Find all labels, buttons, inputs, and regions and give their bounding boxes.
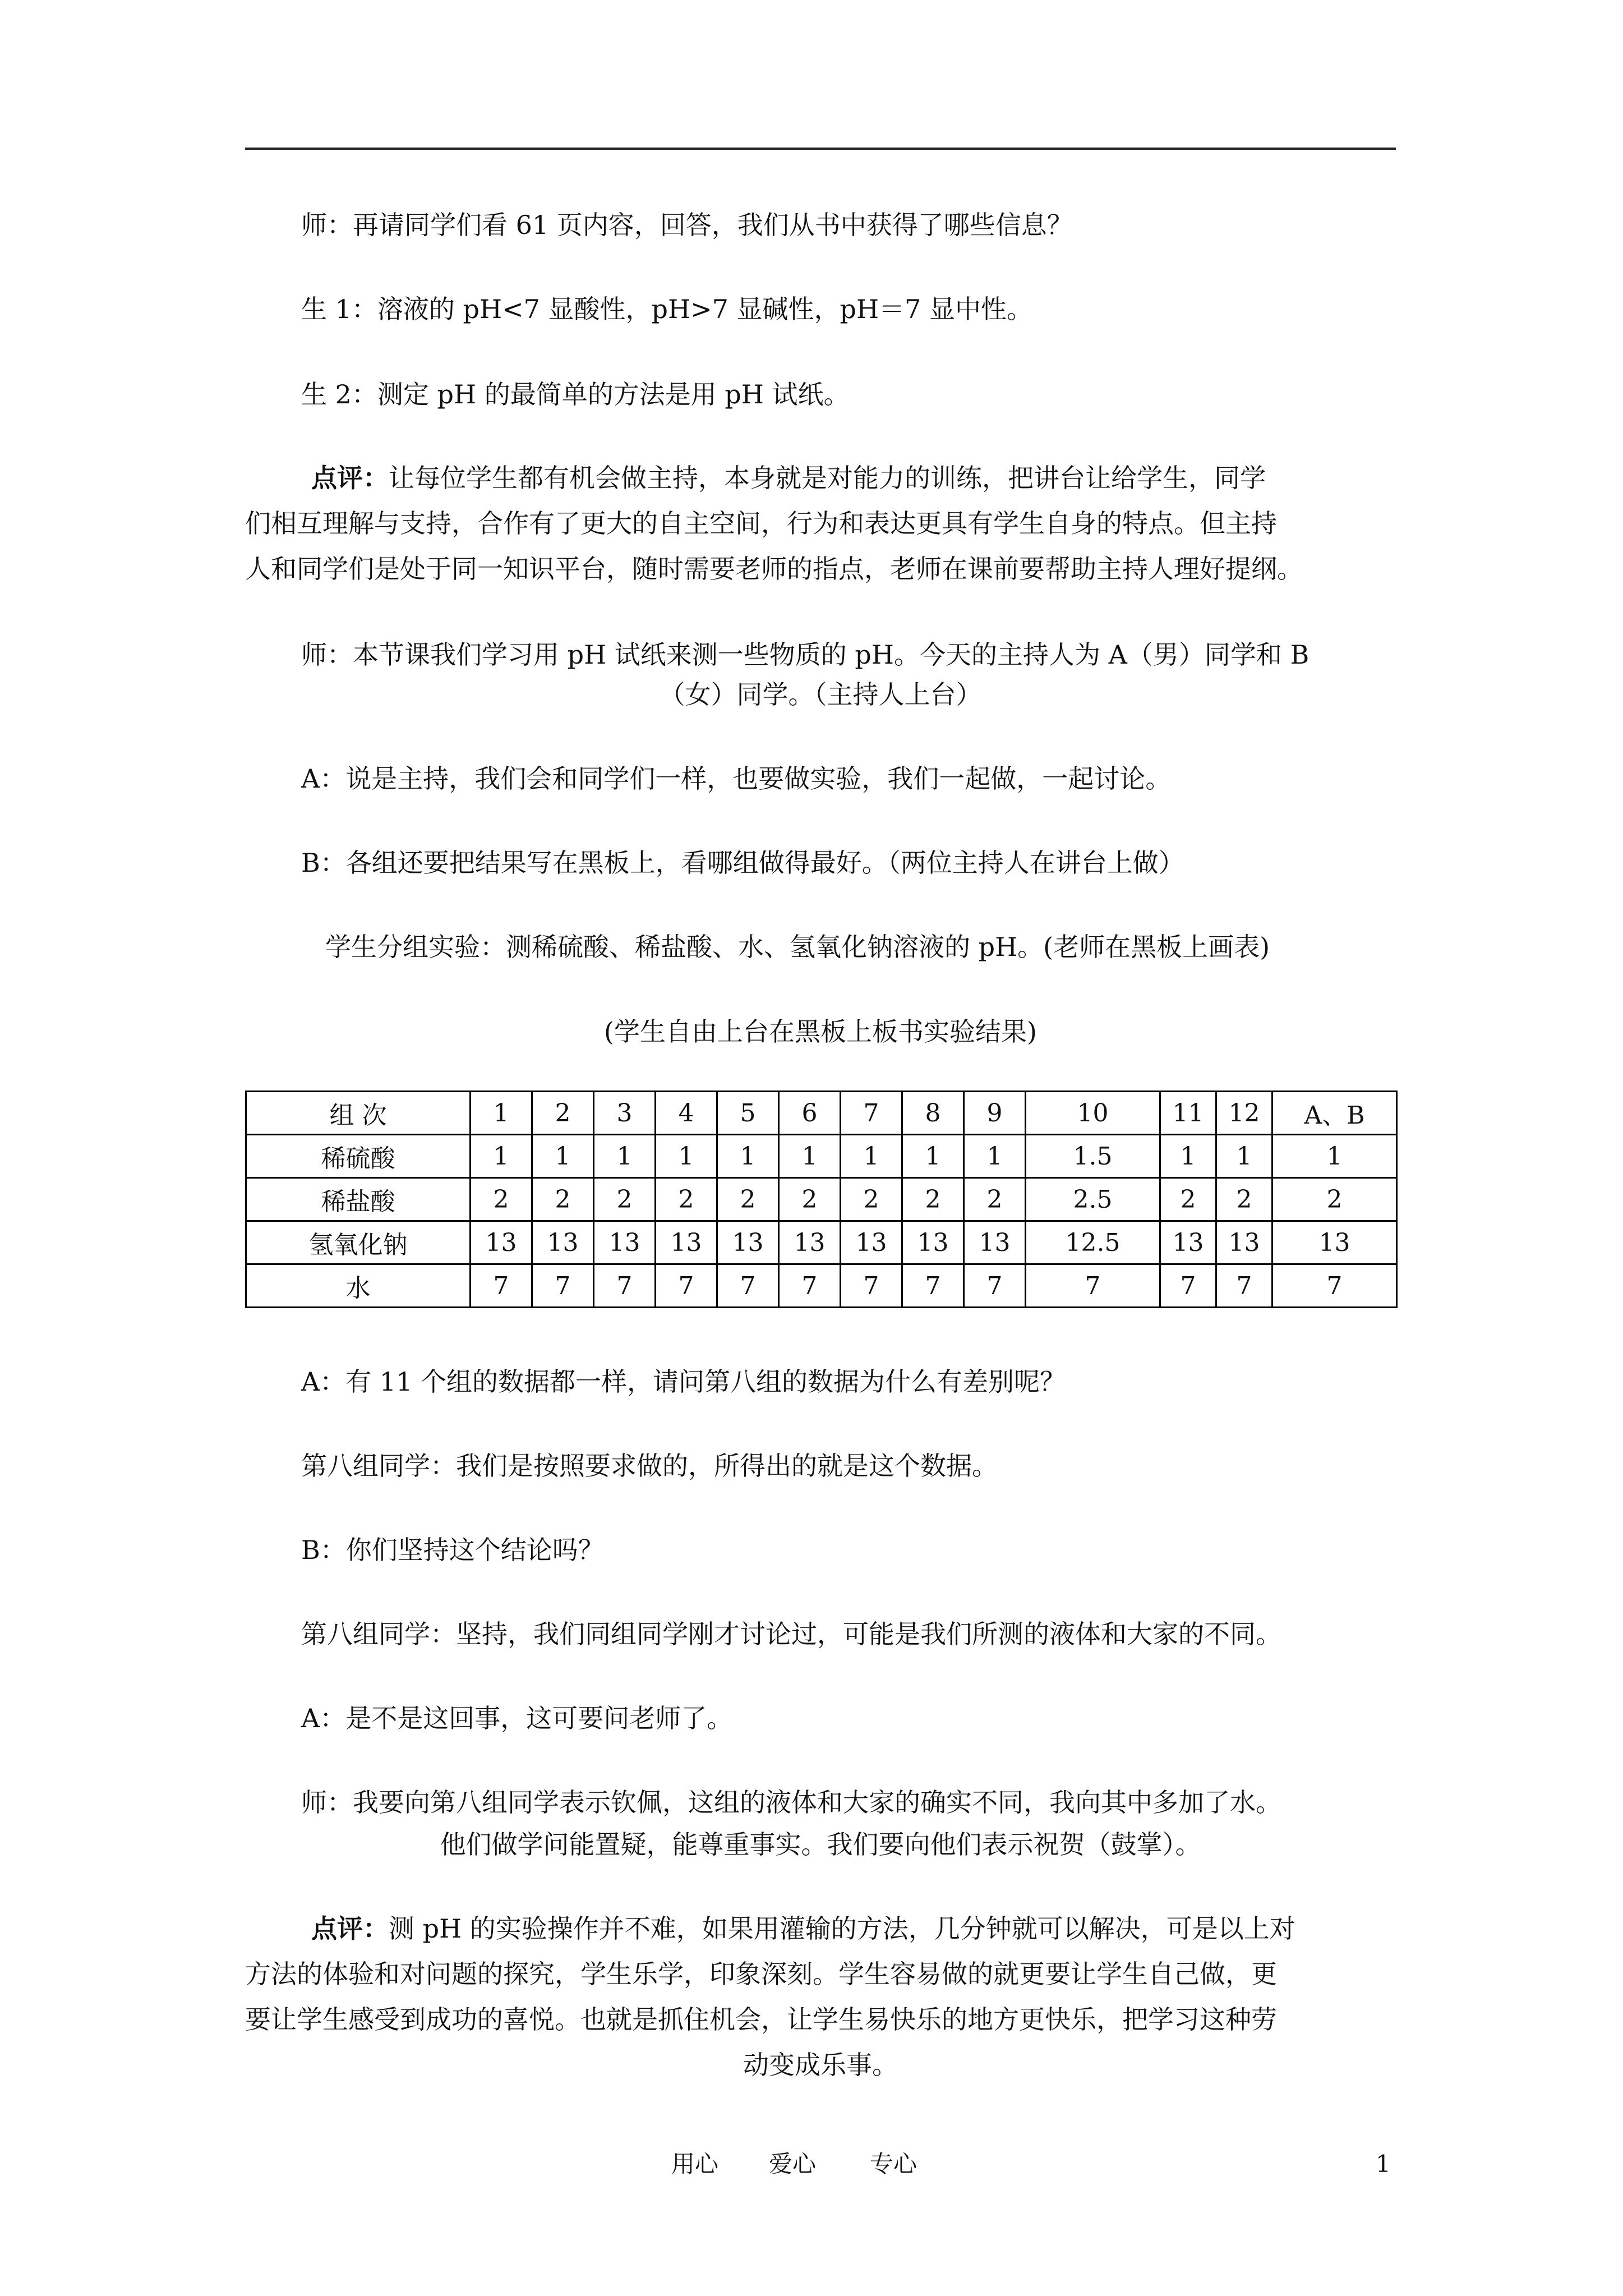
footer-motto-3: 专心 xyxy=(870,2150,917,2178)
group-8-line-1: 第八组同学：我们是按照要求做的，所得出的就是这个数据。 xyxy=(301,1451,998,1481)
comment-2-text-d: 动变成乐事。 xyxy=(743,2050,898,2080)
results-table xyxy=(245,1091,1398,1308)
host-b-line-1: B：各组还要把结果写在黑板上，看哪组做得最好。（两位主持人在讲台上做） xyxy=(301,848,1184,878)
comment-2-label: 点评： xyxy=(311,1913,389,1944)
table-cell: 12.5 xyxy=(1026,1221,1160,1264)
comment-1-text-a: 让每位学生都有机会做主持，本身就是对能力的训练，把讲台让给学生，同学 xyxy=(389,463,1266,493)
table-cell: 13 xyxy=(902,1221,964,1264)
table-cell: 1 xyxy=(471,1135,532,1178)
table-cell: 水 xyxy=(246,1264,471,1308)
table-header-cell: 组 次 xyxy=(246,1092,471,1135)
comment-1-text-b: 们相互理解与支持，合作有了更大的自主空间，行为和表达更具有学生自身的特点。但主持 xyxy=(245,508,1277,539)
table-cell: 13 xyxy=(964,1221,1026,1264)
table-header-cell: 12 xyxy=(1216,1092,1272,1135)
table-cell: 7 xyxy=(1026,1264,1160,1308)
table-cell: 7 xyxy=(1216,1264,1272,1308)
table-header-cell: 4 xyxy=(656,1092,717,1135)
table-cell: 1 xyxy=(1160,1135,1216,1178)
table-cell: 2 xyxy=(779,1178,841,1221)
table-cell: 1 xyxy=(902,1135,964,1178)
group-8-line-2: 第八组同学：坚持，我们同组同学刚才讨论过，可能是我们所测的液体和大家的不同。 xyxy=(301,1619,1281,1649)
table-cell: 7 xyxy=(471,1264,532,1308)
teacher-line-2a: 师：本节课我们学习用 pH 试纸来测一些物质的 pH。今天的主持人为 A（男）同学和 B xyxy=(301,639,1310,670)
table-cell: 7 xyxy=(902,1264,964,1308)
table-cell: 2 xyxy=(1272,1178,1397,1221)
footer-motto-2: 爱心 xyxy=(769,2150,817,2178)
table-header-cell: 11 xyxy=(1160,1092,1216,1135)
table-cell: 13 xyxy=(532,1221,594,1264)
table-cell: 13 xyxy=(656,1221,717,1264)
table-header-cell: 10 xyxy=(1026,1092,1160,1135)
table-cell: 2 xyxy=(532,1178,594,1221)
comment-1-text-c: 人和同学们是处于同一知识平台，随时需要老师的指点，老师在课前要帮助主持人理好提纲。 xyxy=(245,554,1303,584)
table-row xyxy=(246,1135,1397,1178)
table-header-cell: 6 xyxy=(779,1092,841,1135)
footer-motto-1: 用心 xyxy=(671,2150,719,2178)
host-a-line-1: A：说是主持，我们会和同学们一样，也要做实验，我们一起做，一起讨论。 xyxy=(301,763,1172,794)
host-a-line-3: A：是不是这回事，这可要问老师了。 xyxy=(301,1703,733,1733)
table-cell: 1 xyxy=(1272,1135,1397,1178)
table-cell: 2 xyxy=(964,1178,1026,1221)
student-1-line: 生 1：溶液的 pH<7 显酸性，pH>7 显碱性，pH＝7 显中性。 xyxy=(301,294,1032,324)
table-cell: 7 xyxy=(717,1264,779,1308)
table-cell: 13 xyxy=(1216,1221,1272,1264)
comment-1-first-line xyxy=(311,461,1266,495)
table-cell: 7 xyxy=(1272,1264,1397,1308)
comment-2-text-c: 要让学生感受到成功的喜悦。也就是抓住机会，让学生易快乐的地方更快乐，把学习这种劳 xyxy=(245,2004,1277,2035)
table-cell: 7 xyxy=(594,1264,656,1308)
table-header-cell: 5 xyxy=(717,1092,779,1135)
table-cell: 13 xyxy=(779,1221,841,1264)
table-row xyxy=(246,1264,1397,1308)
table-header-cell: 3 xyxy=(594,1092,656,1135)
table-header-cell: A、B xyxy=(1272,1092,1397,1135)
table-cell: 7 xyxy=(656,1264,717,1308)
table-cell: 13 xyxy=(1272,1221,1397,1264)
student-2-line: 生 2：测定 pH 的最简单的方法是用 pH 试纸。 xyxy=(301,379,850,409)
comment-2-text-b: 方法的体验和对问题的探究，学生乐学，印象深刻。学生容易做的就更要让学生自己做，更 xyxy=(245,1959,1277,1989)
table-cell: 1 xyxy=(656,1135,717,1178)
teacher-line-3b: 他们做学问能置疑，能尊重事实。我们要向他们表示祝贺（鼓掌）。 xyxy=(440,1829,1201,1860)
table-header-row xyxy=(246,1092,1397,1135)
experiment-note: (学生自由上台在黑板上板书实验结果) xyxy=(604,1016,1037,1047)
table-cell: 2 xyxy=(841,1178,902,1221)
table-row xyxy=(246,1178,1397,1221)
table-cell: 1.5 xyxy=(1026,1135,1160,1178)
table-header-cell: 1 xyxy=(471,1092,532,1135)
table-cell: 13 xyxy=(841,1221,902,1264)
table-header-cell: 2 xyxy=(532,1092,594,1135)
table-cell: 1 xyxy=(532,1135,594,1178)
table-cell: 7 xyxy=(532,1264,594,1308)
table-cell: 2 xyxy=(471,1178,532,1221)
table-cell: 2 xyxy=(1160,1178,1216,1221)
table-cell: 1 xyxy=(779,1135,841,1178)
table-cell: 1 xyxy=(964,1135,1026,1178)
table-cell: 13 xyxy=(594,1221,656,1264)
table-cell: 稀硫酸 xyxy=(246,1135,471,1178)
teacher-line-3a: 师：我要向第八组同学表示钦佩，这组的液体和大家的确实不同，我向其中多加了水。 xyxy=(301,1787,1281,1818)
teacher-line-1: 师：再请同学们看 61 页内容，回答，我们从书中获得了哪些信息？ xyxy=(301,210,1073,240)
table-cell: 稀盐酸 xyxy=(246,1178,471,1221)
table-cell: 2 xyxy=(717,1178,779,1221)
table-cell: 1 xyxy=(717,1135,779,1178)
table-cell: 13 xyxy=(471,1221,532,1264)
table-cell: 2 xyxy=(594,1178,656,1221)
table-cell: 1 xyxy=(841,1135,902,1178)
header-rule xyxy=(245,148,1396,150)
table-cell: 2 xyxy=(1216,1178,1272,1221)
table-header-cell: 8 xyxy=(902,1092,964,1135)
table-cell: 2 xyxy=(902,1178,964,1221)
host-b-line-2: B：你们坚持这个结论吗？ xyxy=(301,1535,604,1565)
comment-2-text-a: 测 pH 的实验操作并不难，如果用灌输的方法，几分钟就可以解决，可是以上对 xyxy=(389,1913,1295,1944)
page-number: 1 xyxy=(1376,2150,1391,2178)
table-cell: 7 xyxy=(1160,1264,1216,1308)
teacher-line-2b: （女）同学。（主持人上台） xyxy=(659,679,982,710)
table-row xyxy=(246,1221,1397,1264)
table-header-cell: 7 xyxy=(841,1092,902,1135)
experiment-line: 学生分组实验：测稀硫酸、稀盐酸、水、氢氧化钠溶液的 pH。(老师在黑板上画表) xyxy=(325,932,1270,962)
table-cell: 7 xyxy=(779,1264,841,1308)
table-cell: 2 xyxy=(656,1178,717,1221)
table-cell: 7 xyxy=(964,1264,1026,1308)
table-cell: 13 xyxy=(717,1221,779,1264)
comment-2-first-line xyxy=(311,1912,1295,1945)
table-cell: 1 xyxy=(594,1135,656,1178)
comment-1-label: 点评： xyxy=(311,463,389,493)
host-a-line-2: A：有 11 个组的数据都一样，请问第八组的数据为什么有差别呢？ xyxy=(301,1366,1066,1397)
table-cell: 1 xyxy=(1216,1135,1272,1178)
table-header-cell: 9 xyxy=(964,1092,1026,1135)
table-cell: 13 xyxy=(1160,1221,1216,1264)
table-cell: 氢氧化钠 xyxy=(246,1221,471,1264)
table-cell: 2.5 xyxy=(1026,1178,1160,1221)
table-cell: 7 xyxy=(841,1264,902,1308)
